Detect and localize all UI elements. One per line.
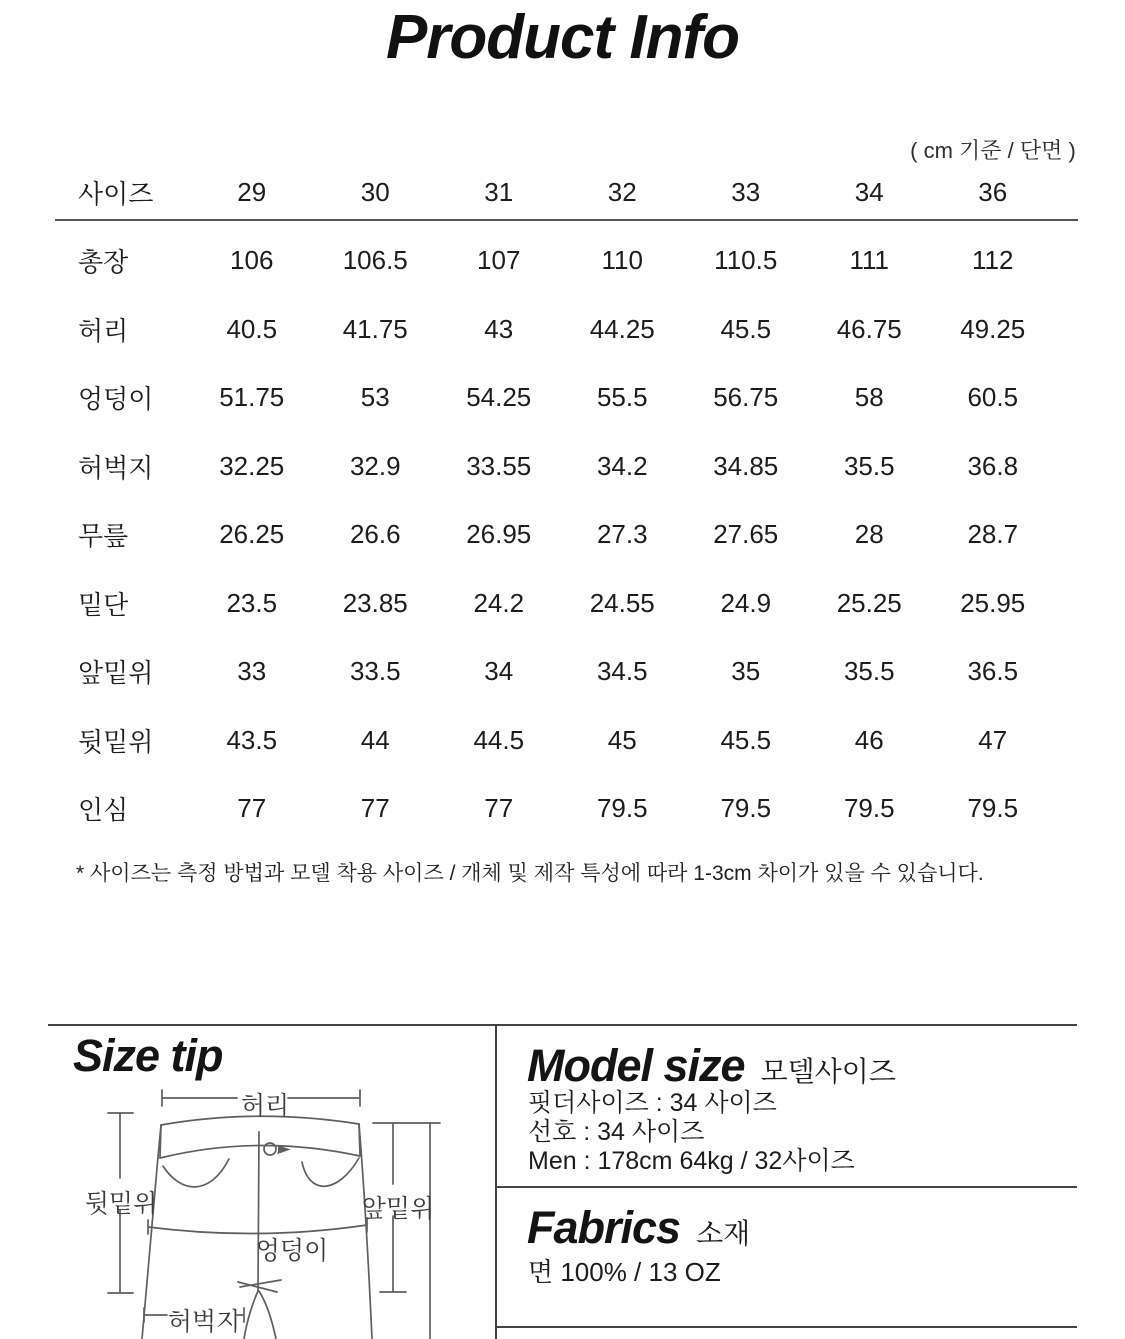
size-row-label: 허벅지 [78, 452, 154, 483]
model-size-title-ko: 모델사이즈 [760, 1056, 896, 1087]
model-size-line: 핏더사이즈 : 34 사이즈 [528, 1089, 777, 1117]
size-column-header: 36 [978, 176, 1008, 207]
size-value-cell: 79.5 [720, 793, 772, 824]
size-column-header: 34 [854, 176, 884, 207]
size-row-label: 엉덩이 [78, 384, 154, 415]
fabrics-title-en: Fabrics [527, 1202, 681, 1253]
size-value-cell: 79.5 [967, 793, 1019, 824]
size-value-cell: 35 [731, 656, 761, 687]
bottom-section-top-border [48, 1024, 1077, 1026]
size-value-cell: 110 [601, 245, 643, 276]
size-value-cell: 44.5 [473, 724, 525, 755]
size-value-cell: 23.85 [342, 587, 408, 618]
unit-note: ( cm 기준 / 단면 ) [910, 138, 1076, 163]
size-value-cell: 45 [607, 724, 637, 755]
size-value-cell: 33 [237, 656, 267, 687]
size-value-cell: 79.5 [843, 793, 895, 824]
size-value-cell: 46 [854, 724, 884, 755]
model-size-title [527, 1040, 896, 1092]
size-value-cell: 34.2 [596, 450, 648, 481]
size-value-cell: 56.75 [713, 382, 779, 413]
size-value-cell: 35.5 [843, 450, 895, 481]
size-value-cell: 23.5 [226, 587, 278, 618]
size-value-cell: 106.5 [342, 245, 408, 276]
size-value-cell: 49.25 [960, 313, 1026, 344]
size-footnote: * 사이즈는 측정 방법과 모델 착용 사이즈 / 개체 및 제작 특성에 따라 1-3cm 차이가 있을 수 있습니다. [76, 862, 984, 885]
size-value-cell: 32.25 [219, 450, 285, 481]
size-value-cell: 24.55 [589, 587, 655, 618]
size-value-cell: 110.5 [714, 245, 778, 276]
size-value-cell: 44.25 [589, 313, 655, 344]
fabrics-title [527, 1202, 750, 1254]
size-value-cell: 35.5 [843, 656, 895, 687]
size-value-cell: 32.9 [349, 450, 401, 481]
diagram-label-thigh: 허벅지 [167, 1308, 241, 1336]
size-tip-title: Size tip [73, 1030, 223, 1081]
size-table-header-label: 사이즈 [78, 178, 154, 209]
size-value-cell: 47 [978, 724, 1008, 755]
size-row-label: 뒷밑위 [78, 726, 154, 757]
size-value-cell: 107 [477, 245, 521, 276]
size-value-cell: 77 [360, 793, 390, 824]
size-column-header: 31 [484, 176, 514, 207]
size-value-cell: 79.5 [596, 793, 648, 824]
size-value-cell: 51.75 [219, 382, 285, 413]
size-column-header: 32 [607, 176, 637, 207]
diagram-label-back-rise: 뒷밑위 [84, 1190, 158, 1218]
fabrics-content: 면 100% / 13 OZ [528, 1257, 721, 1287]
size-value-cell: 36.5 [967, 656, 1019, 687]
size-column-header: 33 [731, 176, 761, 207]
diagram-label-waist: 허리 [240, 1092, 290, 1120]
size-value-cell: 33.5 [349, 656, 401, 687]
size-value-cell: 77 [484, 793, 514, 824]
diagram-label-hip: 엉덩이 [255, 1237, 329, 1265]
model-size-line: Men : 178cm 64kg / 32사이즈 [528, 1147, 855, 1175]
size-value-cell: 25.95 [960, 587, 1026, 618]
size-value-cell: 27.65 [713, 519, 779, 550]
size-value-cell: 54.25 [466, 382, 532, 413]
size-value-cell: 43 [484, 313, 514, 344]
table-header-rule [55, 219, 1078, 221]
size-value-cell: 53 [360, 382, 390, 413]
size-column-header: 30 [360, 176, 390, 207]
size-value-cell: 26.25 [219, 519, 285, 550]
size-value-cell: 44 [360, 724, 390, 755]
size-value-cell: 41.75 [342, 313, 408, 344]
size-value-cell: 58 [854, 382, 884, 413]
size-value-cell: 26.6 [349, 519, 401, 550]
size-row-label: 밑단 [78, 589, 129, 620]
size-value-cell: 33.55 [466, 450, 532, 481]
size-value-cell: 27.3 [596, 519, 648, 550]
size-value-cell: 45.5 [720, 313, 772, 344]
size-value-cell: 106 [230, 245, 274, 276]
size-column-header: 29 [237, 176, 267, 207]
size-value-cell: 34 [484, 656, 514, 687]
size-row-label: 인심 [78, 795, 129, 826]
size-value-cell: 25.25 [836, 587, 902, 618]
size-value-cell: 45.5 [720, 724, 772, 755]
size-value-cell: 40.5 [226, 313, 278, 344]
size-value-cell: 60.5 [967, 382, 1019, 413]
size-value-cell: 34.5 [596, 656, 648, 687]
size-value-cell: 24.2 [473, 587, 525, 618]
fabrics-title-ko: 소재 [696, 1218, 751, 1249]
size-table [55, 158, 1078, 843]
size-row-label: 총장 [78, 247, 129, 278]
size-value-cell: 55.5 [596, 382, 648, 413]
model-size-lines [528, 1089, 855, 1176]
size-value-cell: 43.5 [226, 724, 278, 755]
model-size-line: 선호 : 34 사이즈 [528, 1118, 705, 1146]
size-value-cell: 28.7 [967, 519, 1019, 550]
size-value-cell: 36.8 [967, 450, 1019, 481]
size-value-cell: 111 [849, 245, 890, 276]
size-row-label: 허리 [78, 315, 129, 346]
fabrics-bottom-divider [495, 1326, 1077, 1328]
size-row-label: 무릎 [78, 521, 129, 552]
size-value-cell: 26.95 [466, 519, 532, 550]
size-value-cell: 34.85 [713, 450, 779, 481]
page-title: Product Info [385, 3, 740, 72]
model-fabrics-divider [495, 1186, 1077, 1188]
size-value-cell: 24.9 [720, 587, 772, 618]
size-value-cell: 77 [237, 793, 267, 824]
size-value-cell: 46.75 [836, 313, 902, 344]
size-row-label: 앞밑위 [78, 658, 154, 689]
size-value-cell: 28 [854, 519, 884, 550]
model-size-title-en: Model size [527, 1040, 745, 1091]
size-value-cell: 112 [972, 245, 1014, 276]
diagram-label-front-rise: 앞밑위 [361, 1195, 435, 1223]
